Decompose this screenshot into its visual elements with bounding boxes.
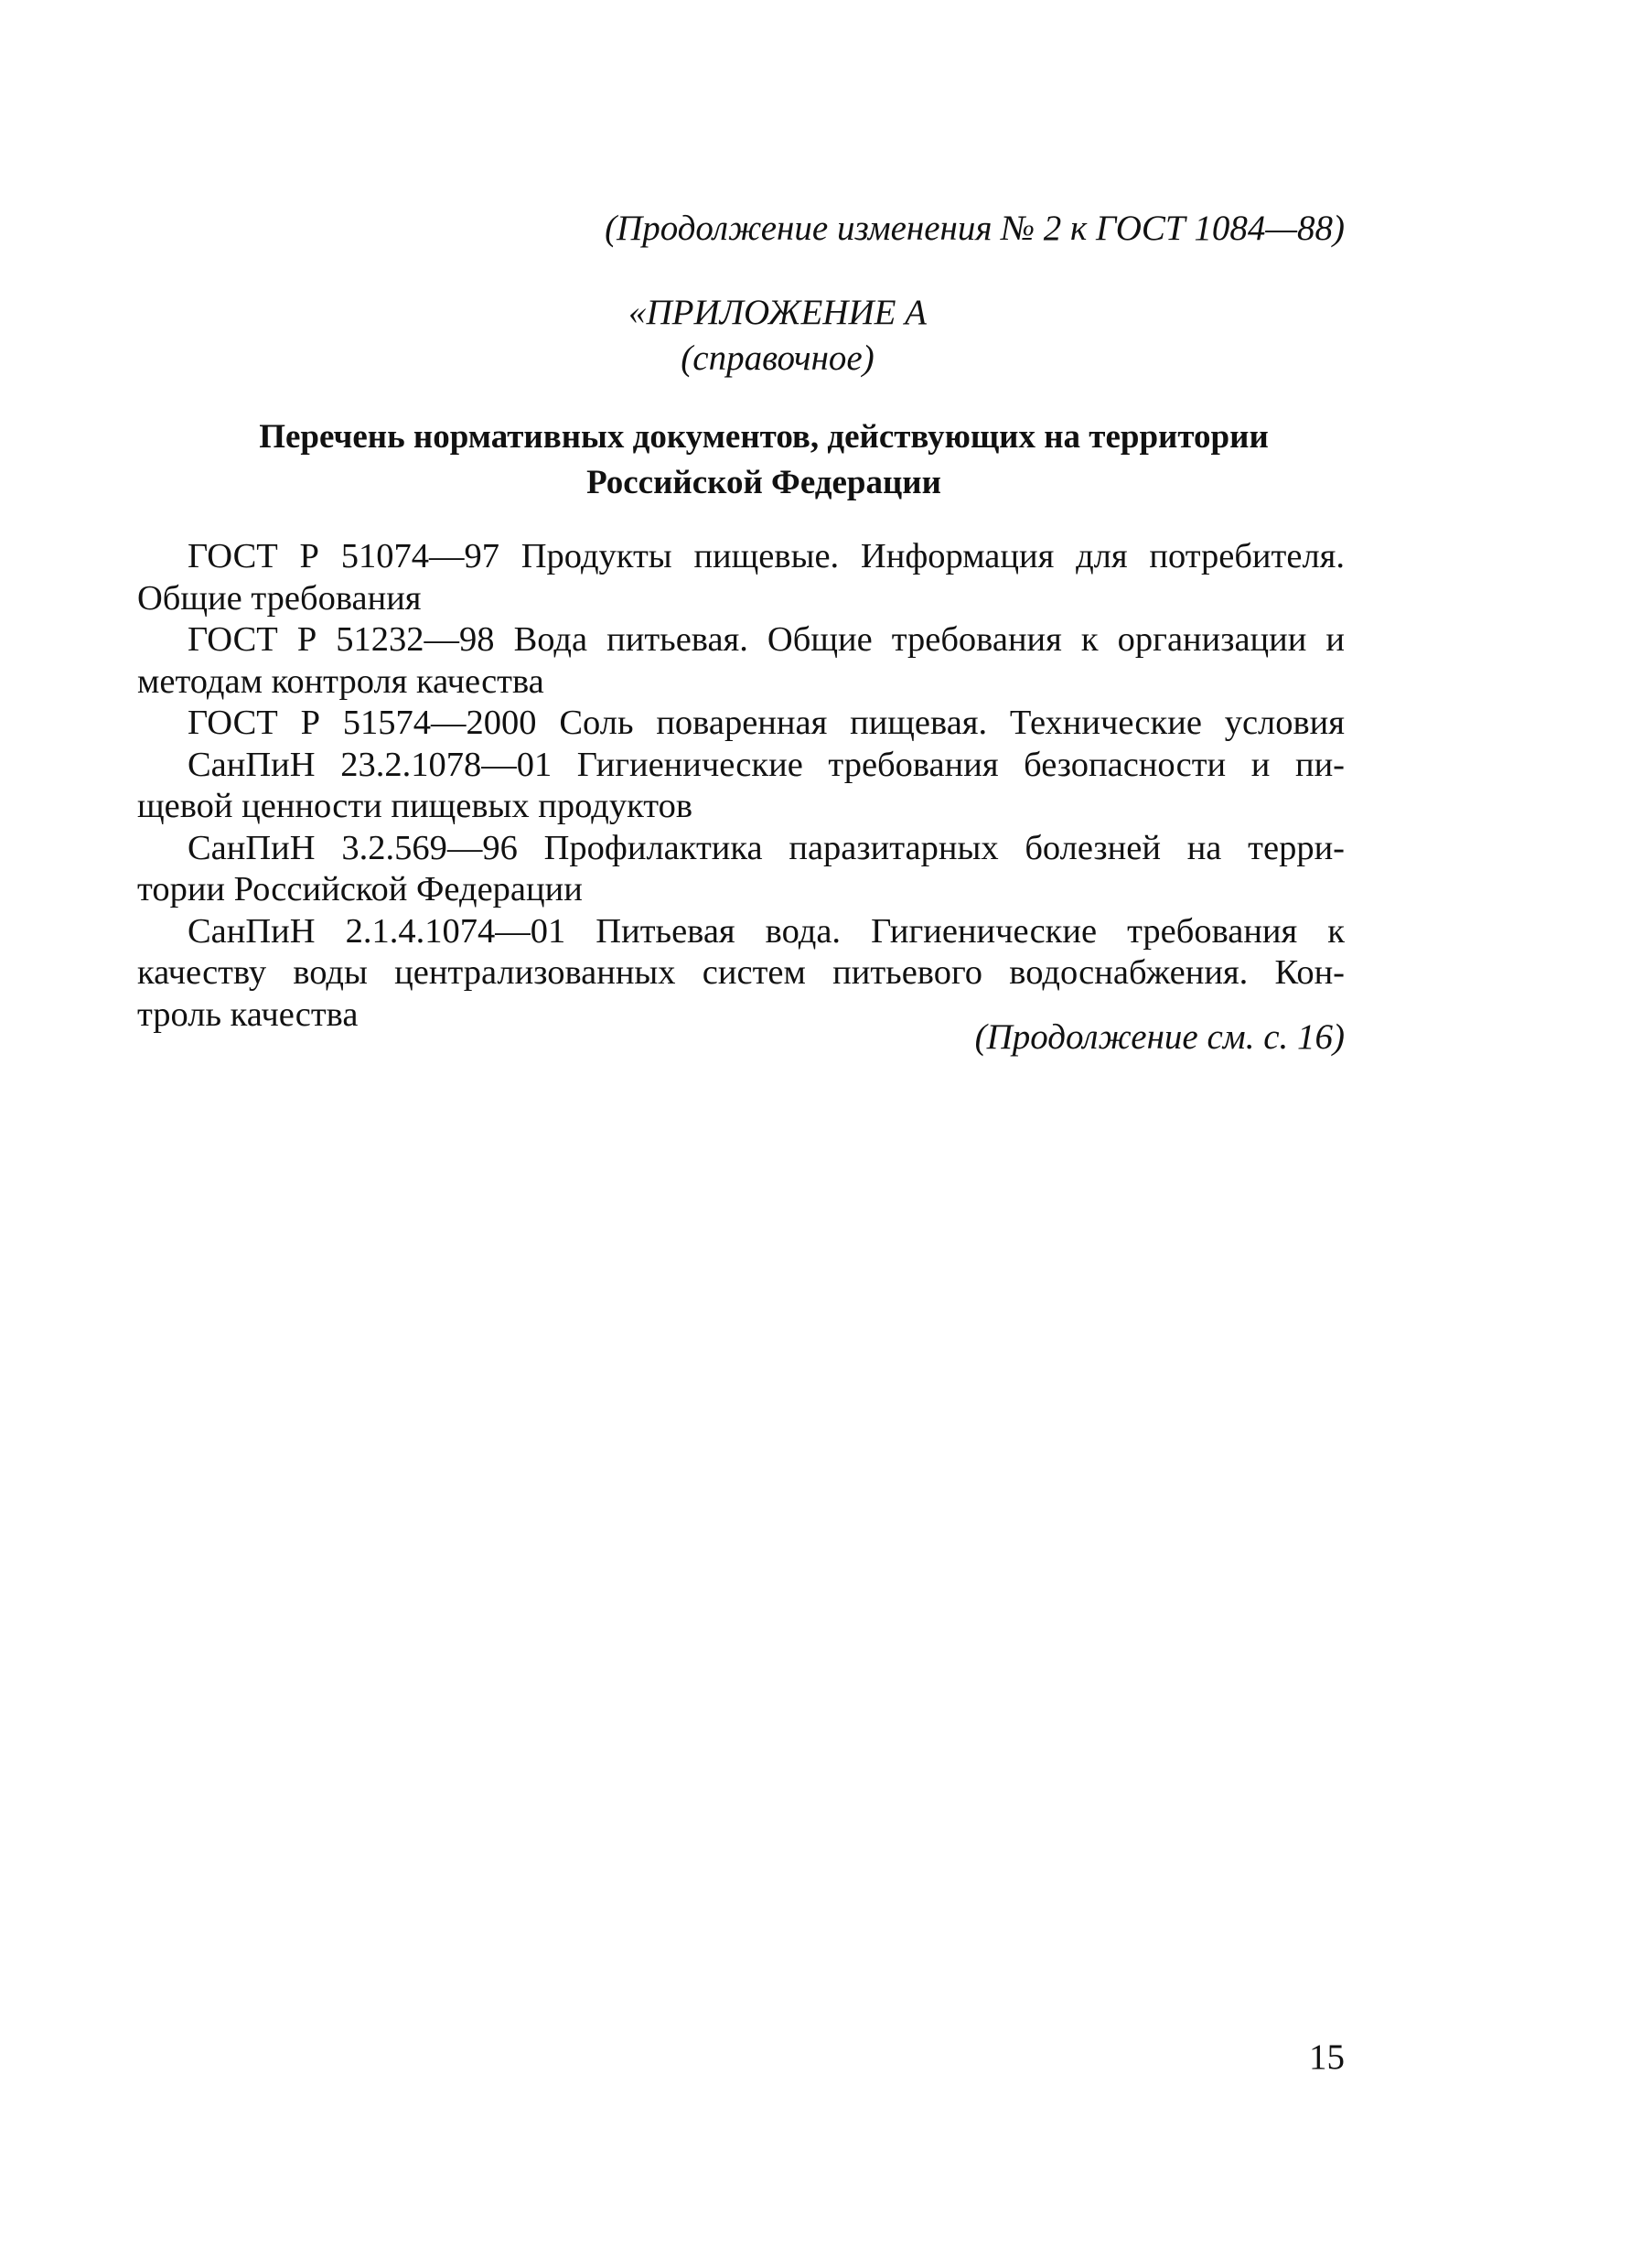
continuation-note: (Продолжение см. с. 16) [974, 1017, 1345, 1057]
heading-line-1: Перечень нормативных документов, действующих на территории [259, 418, 1269, 456]
normative-documents-list [137, 536, 1345, 1036]
list-item-line: щевой ценности пищевых продуктов [137, 787, 693, 825]
page-number: 15 [1309, 2037, 1345, 2077]
list-item [137, 536, 1345, 619]
list-item-line: методам контроля качества [137, 661, 544, 701]
list-item-line: качеству воды централизованных систем питьевого водоснабжения. Кон- [137, 953, 1345, 992]
list-item [137, 745, 1345, 828]
header-continuation-note: (Продолжение изменения № 2 к ГОСТ 1084—88) [605, 209, 1345, 248]
list-item-line: ГОСТ Р 51074—97 Продукты пищевые. Информация для потребителя. [188, 537, 1345, 575]
list-item [137, 828, 1345, 911]
list-item [137, 703, 1345, 745]
list-item-line: ГОСТ Р 51232—98 Вода питьевая. Общие требования к организации и [188, 620, 1345, 659]
heading-line-2: Российской Федерации [586, 464, 941, 501]
list-item-line: СанПиН 2.1.4.1074—01 Питьевая вода. Гигиенические требования к [188, 911, 1345, 951]
list-item-line: троль качества [137, 994, 359, 1034]
list-item-line: тории Российской Федерации [137, 870, 583, 908]
list-item-line: Общие требования [137, 578, 422, 618]
list-item-line: СанПиН 23.2.1078—01 Гигиенические требования безопасности и пи- [188, 745, 1345, 784]
appendix-title-block [585, 290, 970, 382]
appendix-subtitle: (справочное) [681, 339, 875, 378]
appendix-title: «ПРИЛОЖЕНИЕ А [628, 293, 927, 332]
list-item-line: ГОСТ Р 51574—2000 Соль поваренная пищевая. Технические условия [188, 704, 1345, 742]
list-item-line: СанПиН 3.2.569—96 Профилактика паразитарных болезней на терри- [188, 828, 1345, 867]
list-item [137, 619, 1345, 703]
document-heading [183, 414, 1345, 506]
